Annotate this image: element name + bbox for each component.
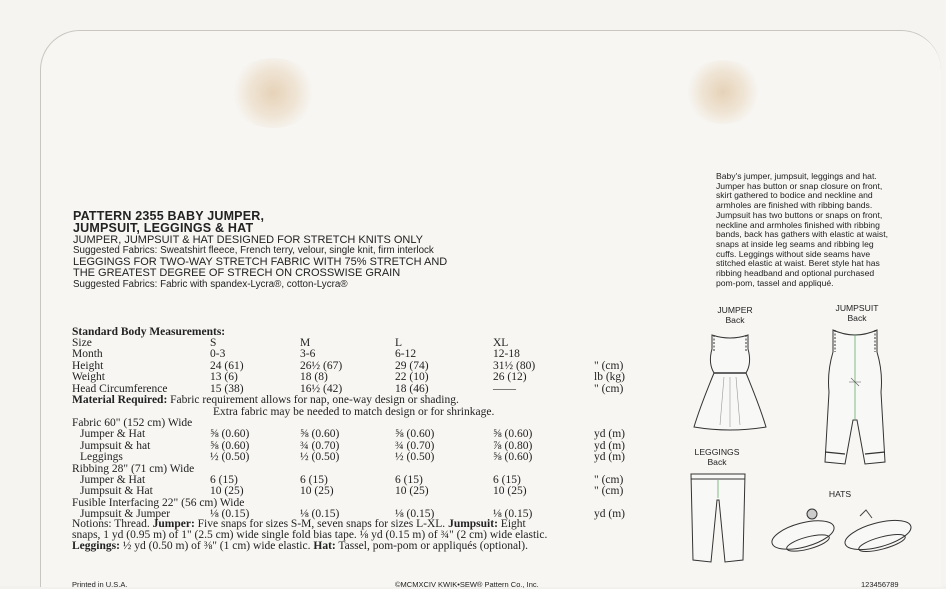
row-label: Jumpsuit & Jumper <box>80 508 171 521</box>
cell-unit: " (cm) <box>594 359 624 372</box>
description-line: skirt gathered to bodice and neckline and <box>716 190 873 201</box>
cell-l: 18 (46) <box>395 382 429 395</box>
cell-l: 22 (10) <box>395 371 429 384</box>
cell-unit: " (cm) <box>594 382 624 395</box>
cell-xl: 31½ (80) <box>493 359 536 372</box>
cell-m: ¾ (0.70) <box>300 439 340 452</box>
description-line: Jumper has button or snap closure on front, <box>716 180 883 191</box>
cell-s: 6 (15) <box>210 474 238 486</box>
cell-l: 6 (15) <box>395 474 423 486</box>
cell-xl: ⅛ (0.15) <box>493 508 533 521</box>
pattern-info-line: Suggested Fabrics: Fabric with spandex-Lycra®, cotton-Lycra® <box>73 279 348 290</box>
cell-xl: ⅝ (0.60) <box>493 451 533 464</box>
jumpsuit-back-sketch <box>815 322 895 472</box>
leggings-back-sketch <box>683 470 753 570</box>
description-line: pom-pom, tassel and appliqué. <box>716 277 834 288</box>
row-label: Ribbing 28" (71 cm) Wide <box>72 462 195 475</box>
cell-unit: lb (kg) <box>594 371 625 384</box>
hats-sketch <box>768 500 918 560</box>
cell-m: 6 (15) <box>300 474 328 486</box>
description-line: neckline and armholes finished with ribbing <box>716 219 880 230</box>
pattern-title-line: PATTERN 2355 BABY JUMPER, <box>73 209 265 223</box>
cell-m: ⅝ (0.60) <box>300 428 340 441</box>
row-label: Weight <box>72 371 105 384</box>
description-line: Baby's jumper, jumpsuit, leggings and hat. <box>716 171 877 181</box>
cell-m: 16½ (42) <box>300 382 343 395</box>
stain-mark <box>228 58 318 128</box>
jumper-label: JUMPER Back <box>717 305 753 325</box>
measurements-heading: Standard Body Measurements: <box>72 326 226 338</box>
cell-m: 10 (25) <box>300 485 334 498</box>
cell-m: M <box>300 337 311 349</box>
cell-xl: 6 (15) <box>493 474 521 486</box>
cell-xl: ⅝ (0.60) <box>493 428 533 441</box>
material-note: Extra fabric may be needed to match design or for shrinkage. <box>213 406 495 418</box>
stain-mark <box>683 60 763 124</box>
row-label: Height <box>72 359 104 372</box>
row-label: Jumpsuit & Hat <box>80 485 153 498</box>
description-line: snaps at inside leg seams and ribbing leg <box>716 238 874 249</box>
material-required <box>72 395 459 407</box>
cell-xl: XL <box>493 337 509 349</box>
row-label: Jumper & Hat <box>80 474 146 486</box>
description-line: Jumpsuit has two buttons or snaps on front, <box>716 209 883 220</box>
jumpsuit-label: JUMPSUIT Back <box>835 303 879 323</box>
cell-l: ½ (0.50) <box>395 451 435 464</box>
pattern-info-line: JUMPER, JUMPSUIT & HAT DESIGNED FOR STRETCH KNITS ONLY <box>73 234 424 246</box>
row-label: Head Circumference <box>72 382 168 395</box>
cell-m: ⅛ (0.15) <box>300 508 340 521</box>
cell-l: L <box>395 337 403 349</box>
cell-xl: 26 (12) <box>493 371 527 384</box>
cell-s: ½ (0.50) <box>210 451 250 464</box>
footer-copyright: ©MCMXCIV KWIK•SEW® Pattern Co., Inc. <box>395 580 539 589</box>
notions-line: Leggings: ½ yd (0.50 m) of ⅜" (1 cm) wide elastic. Hat: Tassel, pom-pom or appliqués (optional). <box>72 540 528 552</box>
row-label: Size <box>72 337 92 349</box>
cell-l: 29 (74) <box>395 359 429 372</box>
hats-label: HATS <box>828 489 852 499</box>
description-line: bands, back has gathers with elastic at waist, <box>716 229 888 240</box>
cell-s: ⅝ (0.60) <box>210 428 250 441</box>
cell-s: S <box>210 337 217 349</box>
material-text: Fabric requirement allows for nap, one-way design or shading. <box>167 394 459 406</box>
cell-unit: yd (m) <box>594 508 625 521</box>
cell-m: 3-6 <box>300 348 316 361</box>
leggings-label: LEGGINGS Back <box>694 447 740 467</box>
description-line: stitched elastic at waist. Beret style hat has <box>716 258 880 269</box>
cell-xl: 10 (25) <box>493 485 527 498</box>
cell-s: 13 (6) <box>210 371 238 384</box>
cell-l: ¾ (0.70) <box>395 439 435 452</box>
pattern-info-line: LEGGINGS FOR TWO-WAY STRETCH FABRIC WITH 75% STRETCH AND <box>73 256 448 268</box>
description-line: ribbing headband and optional purchased <box>716 268 875 278</box>
row-label: Fusible Interfacing 22" (56 cm) Wide <box>72 496 245 509</box>
cell-s: 10 (25) <box>210 485 244 498</box>
cell-s: ⅛ (0.15) <box>210 508 250 521</box>
row-label: Fabric 60" (152 cm) Wide <box>72 417 193 429</box>
cell-l: ⅛ (0.15) <box>395 508 435 521</box>
cell-m: 18 (8) <box>300 371 328 384</box>
row-label: Jumper & Hat <box>80 428 146 441</box>
cell-l: ⅝ (0.60) <box>395 428 435 441</box>
cell-unit: yd (m) <box>594 439 625 452</box>
cell-s: 15 (38) <box>210 382 244 395</box>
cell-unit: yd (m) <box>594 428 625 441</box>
pattern-info-line: Suggested Fabrics: Sweatshirt fleece, French terry, velour, single knit, firm interlock <box>73 245 434 256</box>
cell-xl: 12-18 <box>493 348 520 361</box>
cell-m: ½ (0.50) <box>300 451 340 464</box>
cell-unit: " (cm) <box>594 474 624 486</box>
cell-s: 0-3 <box>210 348 226 361</box>
cell-xl: ⅞ (0.80) <box>493 439 533 452</box>
notions-line: snaps, 1 yd (0.95 m) of 1" (2.5 cm) wide single fold bias tape. ⅛ yd (0.15 m) of ¾" (2 cm) wide elastic. <box>72 529 548 541</box>
cell-l: 6-12 <box>395 348 417 361</box>
cell-m: 26½ (67) <box>300 359 343 372</box>
pattern-title-line: JUMPSUIT, LEGGINGS & HAT <box>73 221 254 235</box>
row-label: Month <box>72 348 103 361</box>
description-line: armholes are finished with ribbing bands. <box>716 200 873 211</box>
notions-line: Notions: Thread. Jumper: Five snaps for sizes S-M, seven snaps for sizes L-XL. Jumpsuit: Eight <box>72 518 526 530</box>
cell-s: ⅝ (0.60) <box>210 439 250 452</box>
cell-s: 24 (61) <box>210 359 244 372</box>
pattern-info-line: THE GREATEST DEGREE OF STRECH ON CROSSWISE GRAIN <box>73 267 401 279</box>
cell-unit: " (cm) <box>594 485 624 498</box>
material-label: Material Required: <box>72 394 168 406</box>
description-line: cuffs. Leggings without side seams have <box>716 248 871 259</box>
row-label: Leggings <box>80 451 123 464</box>
row-label: Jumpsuit & hat <box>80 439 151 452</box>
cell-unit: yd (m) <box>594 451 625 464</box>
footer-number: 123456789 <box>861 580 899 589</box>
cell-l: 10 (25) <box>395 485 429 498</box>
cell-xl: —— <box>493 382 516 395</box>
footer-printed: Printed in U.S.A. <box>72 580 128 589</box>
jumper-back-sketch <box>690 327 770 437</box>
